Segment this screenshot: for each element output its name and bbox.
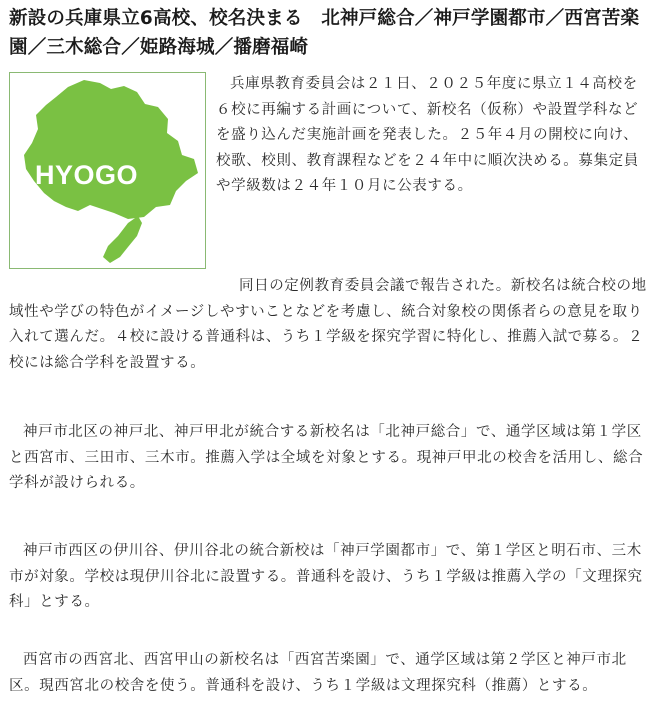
awaji-island-shape [103,216,142,263]
article-paragraph: 神戸市西区の伊川谷、伊川谷北の統合新校は「神戸学園都市」で、第１学区と明石市、三木市が対象。学校は現伊川谷北に設置する。普通科を設け、うち１学級は推薦入学の「文理探究科」とする。 [9,543,643,610]
article-paragraph: 西宮市の西宮北、西宮甲山の新校名は「西宮苦楽園」で、通学区域は第２学区と神戸市北区。現西宮北の校舎を使う。普通科を設け、うち１学級は文理探究科（推薦）とする。 [9,652,627,694]
article-paragraph: 兵庫県教育委員会は２１日、２０２５年度に県立１４高校を６校に再編する計画について、新校名（仮称）や設置学科などを盛り込んだ実施計画を発表した。２５年４月の開校に向け、校歌、校則、教育課程などを２４年中に順次決める。募集定員や学級数は２４年１０月に公表する。 [216,76,639,194]
hyogo-map-label: HYOGO [35,160,139,190]
hyogo-map-graphic [10,73,205,268]
article-paragraph: 神戸市北区の神戸北、神戸甲北が統合する新校名は「北神戸総合」で、通学区域は第１学区と西宮市、三田市、三木市。推薦入学は全域を対象とする。現神戸甲北の校舎を活用し、総合学科が設けられる。 [9,424,644,491]
hyogo-mainland-shape [24,80,198,219]
hyogo-map-image [9,72,206,269]
article-headline: 新設の兵庫県立6高校、校名決まる 北神戸総合／神戸学園都市／西宮苦楽園／三木総合／姫路海城／播磨福崎 [9,8,640,58]
article-paragraph: 同日の定例教育委員会議で報告された。新校名は統合校の地域性や学びの特色がイメージしやすいことなどを考慮し、統合対象校の関係者らの意見を取り入れて選んだ。４校に設ける普通科は、うち１学級を探究学習に特化し、推薦入試で募る。２校には総合学科を設置する。 [9,278,647,371]
